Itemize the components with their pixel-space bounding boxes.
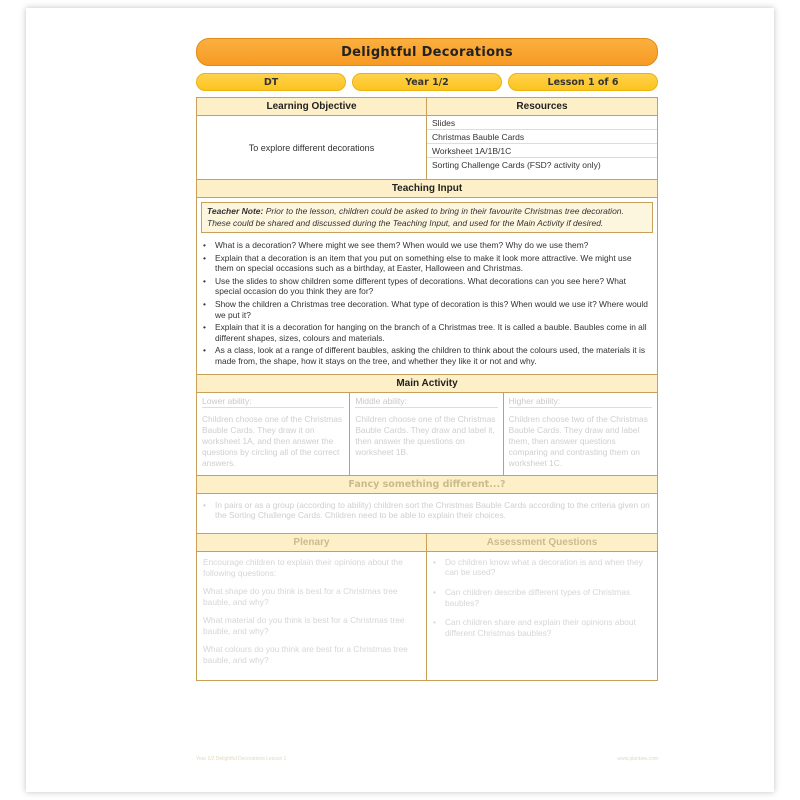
list-item (203, 500, 651, 521)
main-activity-band: Main Activity (197, 374, 657, 393)
ability-text: Children choose one of the Christmas Bauble Cards. They draw it on worksheet 1A, and then answer the questions by circling all of the correct answers. (202, 413, 343, 468)
list-item-text: Explain that a decoration is an item that you put on something else to make it look more attractive. We might use them on special occasions such as a birthday, at Easter, Halloween and Christmas. (215, 252, 632, 274)
document-footer (196, 756, 658, 762)
teacher-note-text: Prior to the lesson, children could be asked to bring in their favourite Christmas tree decoration. These could be shared and discussed during the Teaching Input, and used for the Main Activity if desired. (207, 206, 624, 228)
document-sheet (26, 8, 774, 792)
main-activity-lower (197, 393, 350, 475)
teacher-note (201, 202, 653, 233)
list-item (203, 240, 651, 251)
footer-left-text: Year 1/2 Delightful Decorations Lesson 1 (196, 756, 287, 762)
lesson-table (196, 97, 658, 681)
list-item (203, 299, 651, 320)
list-item-text: In pairs or as a group (according to ability) children sort the Christmas Bauble Cards according to the criteria given on the Sorting Challenge Cards. Children need to be able to explain their choices. (215, 499, 650, 521)
meta-pill-row (196, 73, 658, 91)
plenary-assessment-body-row (197, 552, 657, 680)
list-item (433, 617, 651, 638)
lesson-plan (196, 38, 658, 681)
plenary-paragraph: What colours do you think are best for a Christmas tree bauble, and why? (203, 643, 408, 665)
list-item (203, 253, 651, 274)
learning-objective-text: To explore different decorations (197, 116, 427, 180)
bullet-icon: • (433, 556, 436, 567)
resources-header: Resources (427, 98, 657, 116)
page-title: Delightful Decorations (341, 44, 513, 60)
list-item: Slides (427, 116, 657, 130)
list-item (433, 557, 651, 578)
bullet-icon: • (203, 275, 206, 286)
list-item-text: As a class, look at a range of different baubles, asking the children to think about the colours used, the materials it is made from, the shape, how it stays on the tree, and whether they like it or not and why. (215, 345, 646, 366)
list-item-text: Can children share and explain their opinions about different Christmas baubles? (445, 617, 636, 638)
list-item-text: Explain that it is a decoration for hanging on the branch of a Christmas tree. It is called a bauble. Baubles come in all different shapes, sizes, colours and materials. (215, 322, 647, 343)
ability-title: Higher ability: (509, 396, 652, 408)
bullet-icon: • (203, 240, 206, 250)
bullet-icon: • (433, 617, 436, 628)
plenary-body (197, 552, 427, 680)
bullet-icon: • (203, 322, 206, 333)
lesson-number-pill (508, 73, 658, 91)
year-group-label: Year 1/2 (405, 76, 449, 88)
list-item-text: Do children know what a decoration is and when they can be used? (445, 556, 643, 578)
list-item-text: What is a decoration? Where might we see them? When would we use them? Why do we use them? (215, 240, 589, 250)
list-item: Christmas Bauble Cards (427, 130, 657, 144)
learning-objective-header: Learning Objective (197, 98, 427, 116)
ability-title: Middle ability: (355, 396, 497, 408)
teaching-input-band: Teaching Input (197, 180, 657, 198)
plenary-header: Plenary (197, 534, 427, 552)
bullet-icon: • (203, 298, 206, 309)
main-activity-columns (197, 393, 657, 475)
bullet-icon: • (203, 499, 206, 510)
subject-pill (196, 73, 346, 91)
list-item: Sorting Challenge Cards (FSD? activity only) (432, 160, 601, 170)
list-item-text: Use the slides to show children some different types of decorations. What decorations can you see here? What special occasion do you think they are for? (215, 275, 626, 297)
plenary-paragraph: What shape do you think is best for a Christmas tree bauble, and why? (203, 585, 398, 607)
list-item (203, 322, 651, 343)
fancy-something-different-band: Fancy something different...? (197, 475, 657, 494)
footer-right-text: www.planbee.com (617, 756, 658, 762)
subject-label: DT (263, 76, 279, 88)
plenary-assessment-header-row (197, 534, 657, 552)
list-item (203, 276, 651, 297)
list-item-text: Show the children a Christmas tree decoration. What type of decoration is this? When would we use it? Where would we put it? (215, 298, 648, 320)
ability-title: Lower ability: (202, 396, 344, 408)
teaching-input-bullets (197, 238, 657, 374)
ability-text: Children choose one of the Christmas Bauble Cards. They draw and label it, then answer the questions on worksheet 1B. (355, 413, 496, 457)
assessment-questions-header: Assessment Questions (427, 534, 657, 552)
main-activity-middle (350, 393, 503, 475)
lesson-number-label: Lesson 1 of 6 (547, 76, 619, 88)
list-item-text: Can children describe different types of Christmas baubles? (445, 586, 631, 608)
bullet-icon: • (203, 345, 206, 356)
teacher-note-label: Teacher Note: (207, 206, 264, 216)
plenary-paragraph: What material do you think is best for a Christmas tree bauble, and why? (203, 614, 405, 636)
main-activity-higher (504, 393, 657, 475)
list-item (433, 587, 651, 608)
assessment-questions-body (427, 552, 657, 680)
bullet-icon: • (433, 586, 436, 597)
list-item (203, 345, 651, 366)
objective-resources-row (197, 116, 657, 180)
year-group-pill (352, 73, 502, 91)
resources-list (427, 116, 657, 180)
ability-text: Children choose two of the Christmas Bauble Cards. They draw and label them, then answer questions comparing and contrasting them on worksheet 1C. (508, 413, 648, 468)
list-item: Worksheet 1A/1B/1C (427, 144, 657, 158)
fancy-something-different-body (197, 494, 657, 534)
bullet-icon: • (203, 252, 206, 263)
plenary-paragraph: Encourage children to explain their opinions about the following questions: (203, 556, 403, 578)
document-title-banner (196, 38, 658, 66)
table-header-row (197, 98, 657, 116)
